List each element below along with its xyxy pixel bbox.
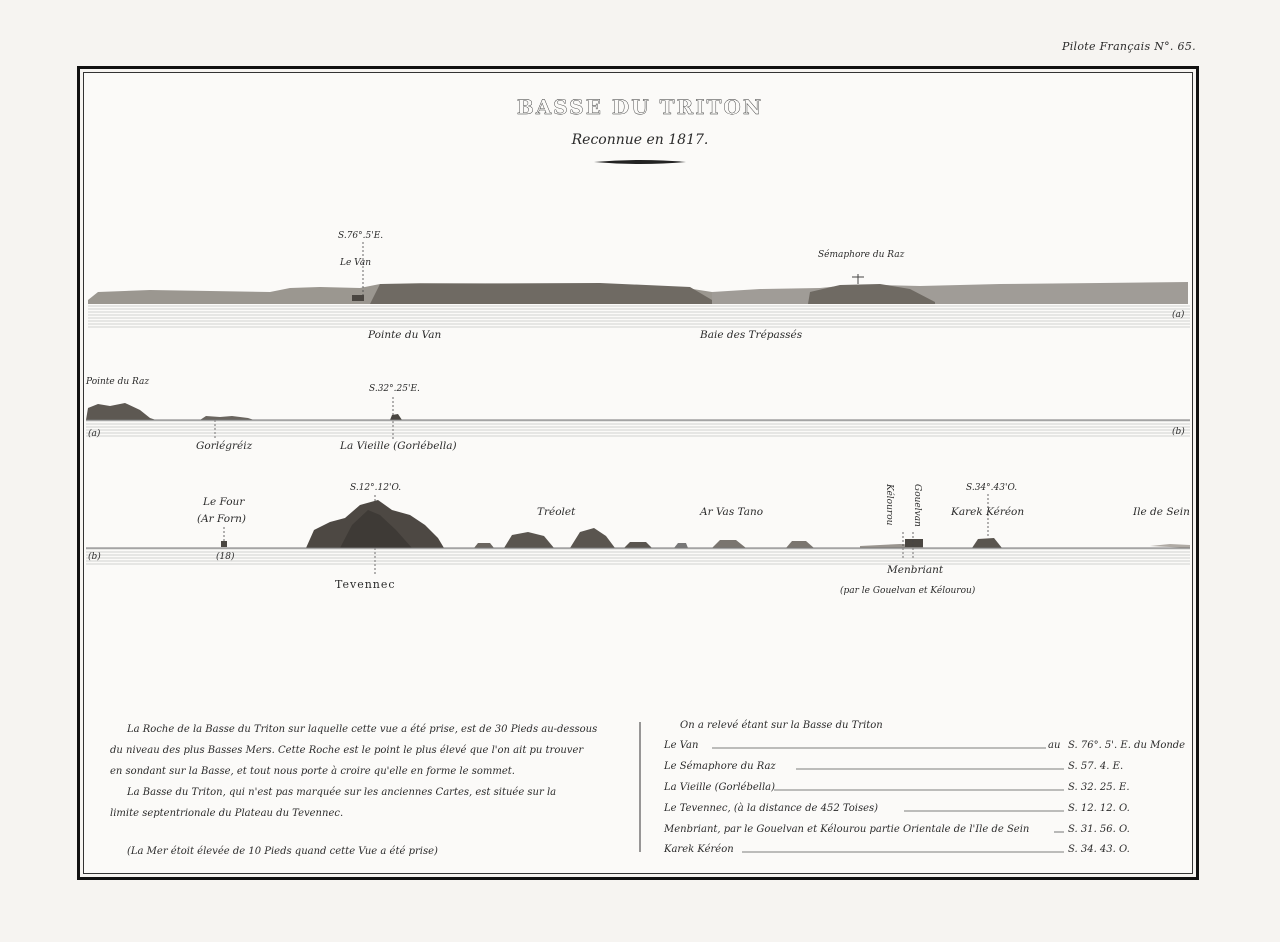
bearings-heading: On a relevé étant sur la Basse du Triton (680, 720, 883, 731)
plate-title: BASSE DU TRITON (516, 95, 764, 119)
title-rule (594, 160, 686, 164)
label-le-four: Le Four (203, 496, 245, 508)
note-line: limite septentrionale du Plateau du Tevennec. (110, 808, 344, 819)
note-line: La Basse du Triton, qui n'est pas marquée sur les anciennes Cartes, est située sur la (127, 787, 557, 798)
label-karek-kereon: Karek Kéréon (951, 506, 1025, 518)
plate-number: Pilote Français N°. 65. (1062, 40, 1196, 53)
bearing-row-name: Le Sémaphore du Raz (664, 761, 776, 772)
label-tevennec: Tevennec (335, 578, 396, 591)
mark-a-left: (a) (88, 429, 101, 439)
bearing-row-name: La Vieille (Gorlébella) (664, 782, 776, 793)
mark-a-right: (a) (1172, 310, 1185, 320)
label-la-vieille: La Vieille (Gorlébella) (340, 440, 457, 452)
label-le-van: Le Van (340, 258, 371, 268)
label-treolet: Tréolet (537, 506, 576, 518)
profile-c (86, 494, 1190, 575)
bearing-tevennec: S.12°.12'O. (350, 483, 402, 493)
bearing-row-value: S. 12. 12. O. (1068, 803, 1130, 814)
label-gorlegreiz: Gorlégréiz (196, 440, 253, 452)
bearing-la-vieille: S.32°.25'E. (369, 384, 420, 394)
label-kelourou: Kélourou (884, 484, 894, 526)
bearing-row-value: S. 76°. 5'. E. du Monde (1068, 740, 1186, 751)
label-baie-des-trepasses: Baie des Trépassés (700, 329, 803, 341)
bearing-row-prefix: au (1048, 740, 1061, 751)
label-gouelvan: Gouelvan (912, 484, 922, 527)
label-ile-de-sein: Ile de Sein (1133, 506, 1190, 518)
bearing-row-name: Le Van (664, 740, 699, 751)
depth-le-four: (18) (216, 552, 235, 562)
bearing-row-value: S. 32. 25. E. (1068, 782, 1130, 793)
note-line: La Roche de la Basse du Triton sur laquelle cette vue a été prise, est de 30 Pieds au-dessous (127, 724, 598, 735)
bearing-row-value: S. 57. 4. E. (1068, 761, 1124, 772)
bearing-row-value: S. 34. 43. O. (1068, 844, 1130, 855)
note-line: (La Mer étoit élevée de 10 Pieds quand cette Vue a été prise) (127, 846, 438, 857)
bearing-karek-kereon: S.34°.43'O. (966, 483, 1018, 493)
mark-b-right: (b) (1172, 427, 1185, 437)
bearing-le-van: S.76°.5'E. (338, 231, 384, 241)
bearing-row-name: Karek Kéréon (664, 844, 734, 855)
bearing-row-name: Menbriant, par le Gouelvan et Kélourou partie Orientale de l'Ile de Sein (664, 824, 1030, 835)
label-pointe-du-raz: Pointe du Raz (86, 377, 150, 387)
note-line: en sondant sur la Basse, et tout nous porte à croire qu'elle en forme le sommet. (110, 766, 515, 777)
label-ar-vas-tano: Ar Vas Tano (700, 506, 764, 518)
plate-subtitle: Reconnue en 1817. (571, 132, 709, 148)
bearing-row-value: S. 31. 56. O. (1068, 824, 1130, 835)
note-line: du niveau des plus Basses Mers. Cette Roche est le point le plus élevé que l'on ait pu trouver (110, 745, 584, 756)
mark-b-left: (b) (88, 552, 101, 562)
bearing-row-name: Le Tevennec, (à la distance de 452 Toises) (664, 803, 879, 814)
label-menbriant-note: (par le Gouelvan et Kélourou) (840, 586, 976, 596)
profile-a (88, 242, 1190, 327)
label-ar-forn: (Ar Forn) (197, 513, 246, 525)
label-semaphore-du-raz: Sémaphore du Raz (818, 250, 905, 260)
label-pointe-du-van: Pointe du Van (368, 329, 442, 341)
profile-b (86, 397, 1190, 440)
label-menbriant: Menbriant (887, 564, 944, 576)
